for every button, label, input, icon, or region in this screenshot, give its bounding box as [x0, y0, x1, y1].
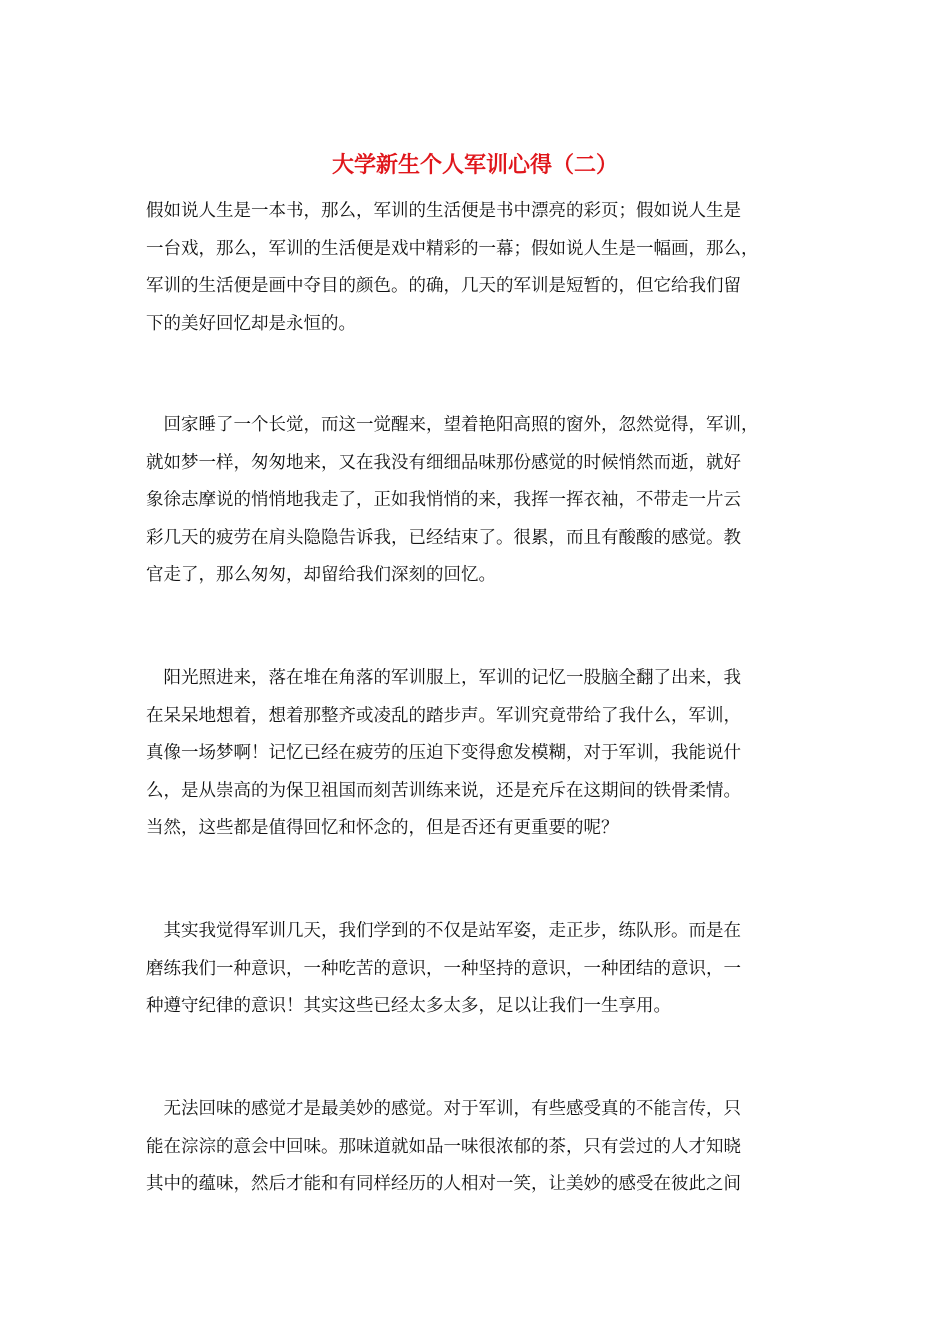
paragraph-4: [146, 913, 816, 1026]
paragraph-line: 无法回味的感觉才是最美妙的感觉。对于军训，有些感受真的不能言传，只: [146, 1099, 741, 1119]
paragraph-5: [146, 1091, 816, 1204]
paragraph-line: 阳光照进来，落在堆在角落的军训服上，军训的记忆一股脑全翻了出来，我: [146, 668, 741, 688]
paragraph-line: 回家睡了一个长觉，而这一觉醒来，望着艳阳高照的窗外，忽然觉得，军训，: [146, 415, 759, 435]
paragraph-line: 在呆呆地想着，想着那整齐或凌乱的踏步声。军训究竟带给了我什么，军训，: [146, 705, 741, 726]
document-title: 大学新生个人军训心得（二）: [331, 152, 618, 178]
paragraph-3: [146, 660, 816, 848]
paragraph-line: 就如梦一样，匆匆地来，又在我没有细细品味那份感觉的时候悄然而逝，就好: [146, 452, 741, 473]
paragraph-line: 磨练我们一种意识，一种吃苦的意识，一种坚持的意识，一种团结的意识，一: [146, 958, 741, 979]
paragraph-line: 假如说人生是一本书，那么，军训的生活便是书中漂亮的彩页；假如说人生是: [146, 201, 741, 221]
paragraph-line: 一台戏，那么，军训的生活便是戏中精彩的一幕；假如说人生是一幅画，那么，: [146, 238, 759, 259]
paragraph-line: 其实我觉得军训几天，我们学到的不仅是站军姿，走正步，练队形。而是在: [146, 921, 741, 941]
paragraph-line: 种遵守纪律的意识！其实这些已经太多太多，足以让我们一生享用。: [146, 996, 671, 1016]
paragraph-line: 军训的生活便是画中夺目的颜色。的确，几天的军训是短暂的，但它给我们留: [146, 276, 741, 296]
paragraph-line: 当然，这些都是值得回忆和怀念的，但是否还有更重要的呢？: [146, 818, 619, 838]
paragraph-2: [146, 407, 816, 595]
paragraph-line: 下的美好回忆却是永恒的。: [146, 313, 356, 334]
paragraph-line: 真像一场梦啊！记忆已经在疲劳的压迫下变得愈发模糊，对于军训，我能说什: [146, 743, 741, 763]
paragraph-line: 象徐志摩说的悄悄地我走了，正如我悄悄的来，我挥一挥衣袖，不带走一片云: [146, 490, 741, 510]
paragraph-1: [146, 193, 816, 343]
paragraph-line: 官走了，那么匆匆，却留给我们深刻的回忆。: [146, 565, 496, 585]
paragraph-line: 彩几天的疲劳在肩头隐隐告诉我，已经结束了。很累，而且有酸酸的感觉。教: [146, 527, 741, 548]
paragraph-line: 能在淙淙的意会中回味。那味道就如品一味很浓郁的茶，只有尝过的人才知晓: [146, 1136, 741, 1157]
paragraph-line: 其中的蕴味，然后才能和有同样经历的人相对一笑，让美妙的感受在彼此之间: [146, 1174, 741, 1194]
paragraph-line: 么，是从崇高的为保卫祖国而刻苦训练来说，还是充斥在这期间的铁骨柔情。: [146, 780, 741, 801]
